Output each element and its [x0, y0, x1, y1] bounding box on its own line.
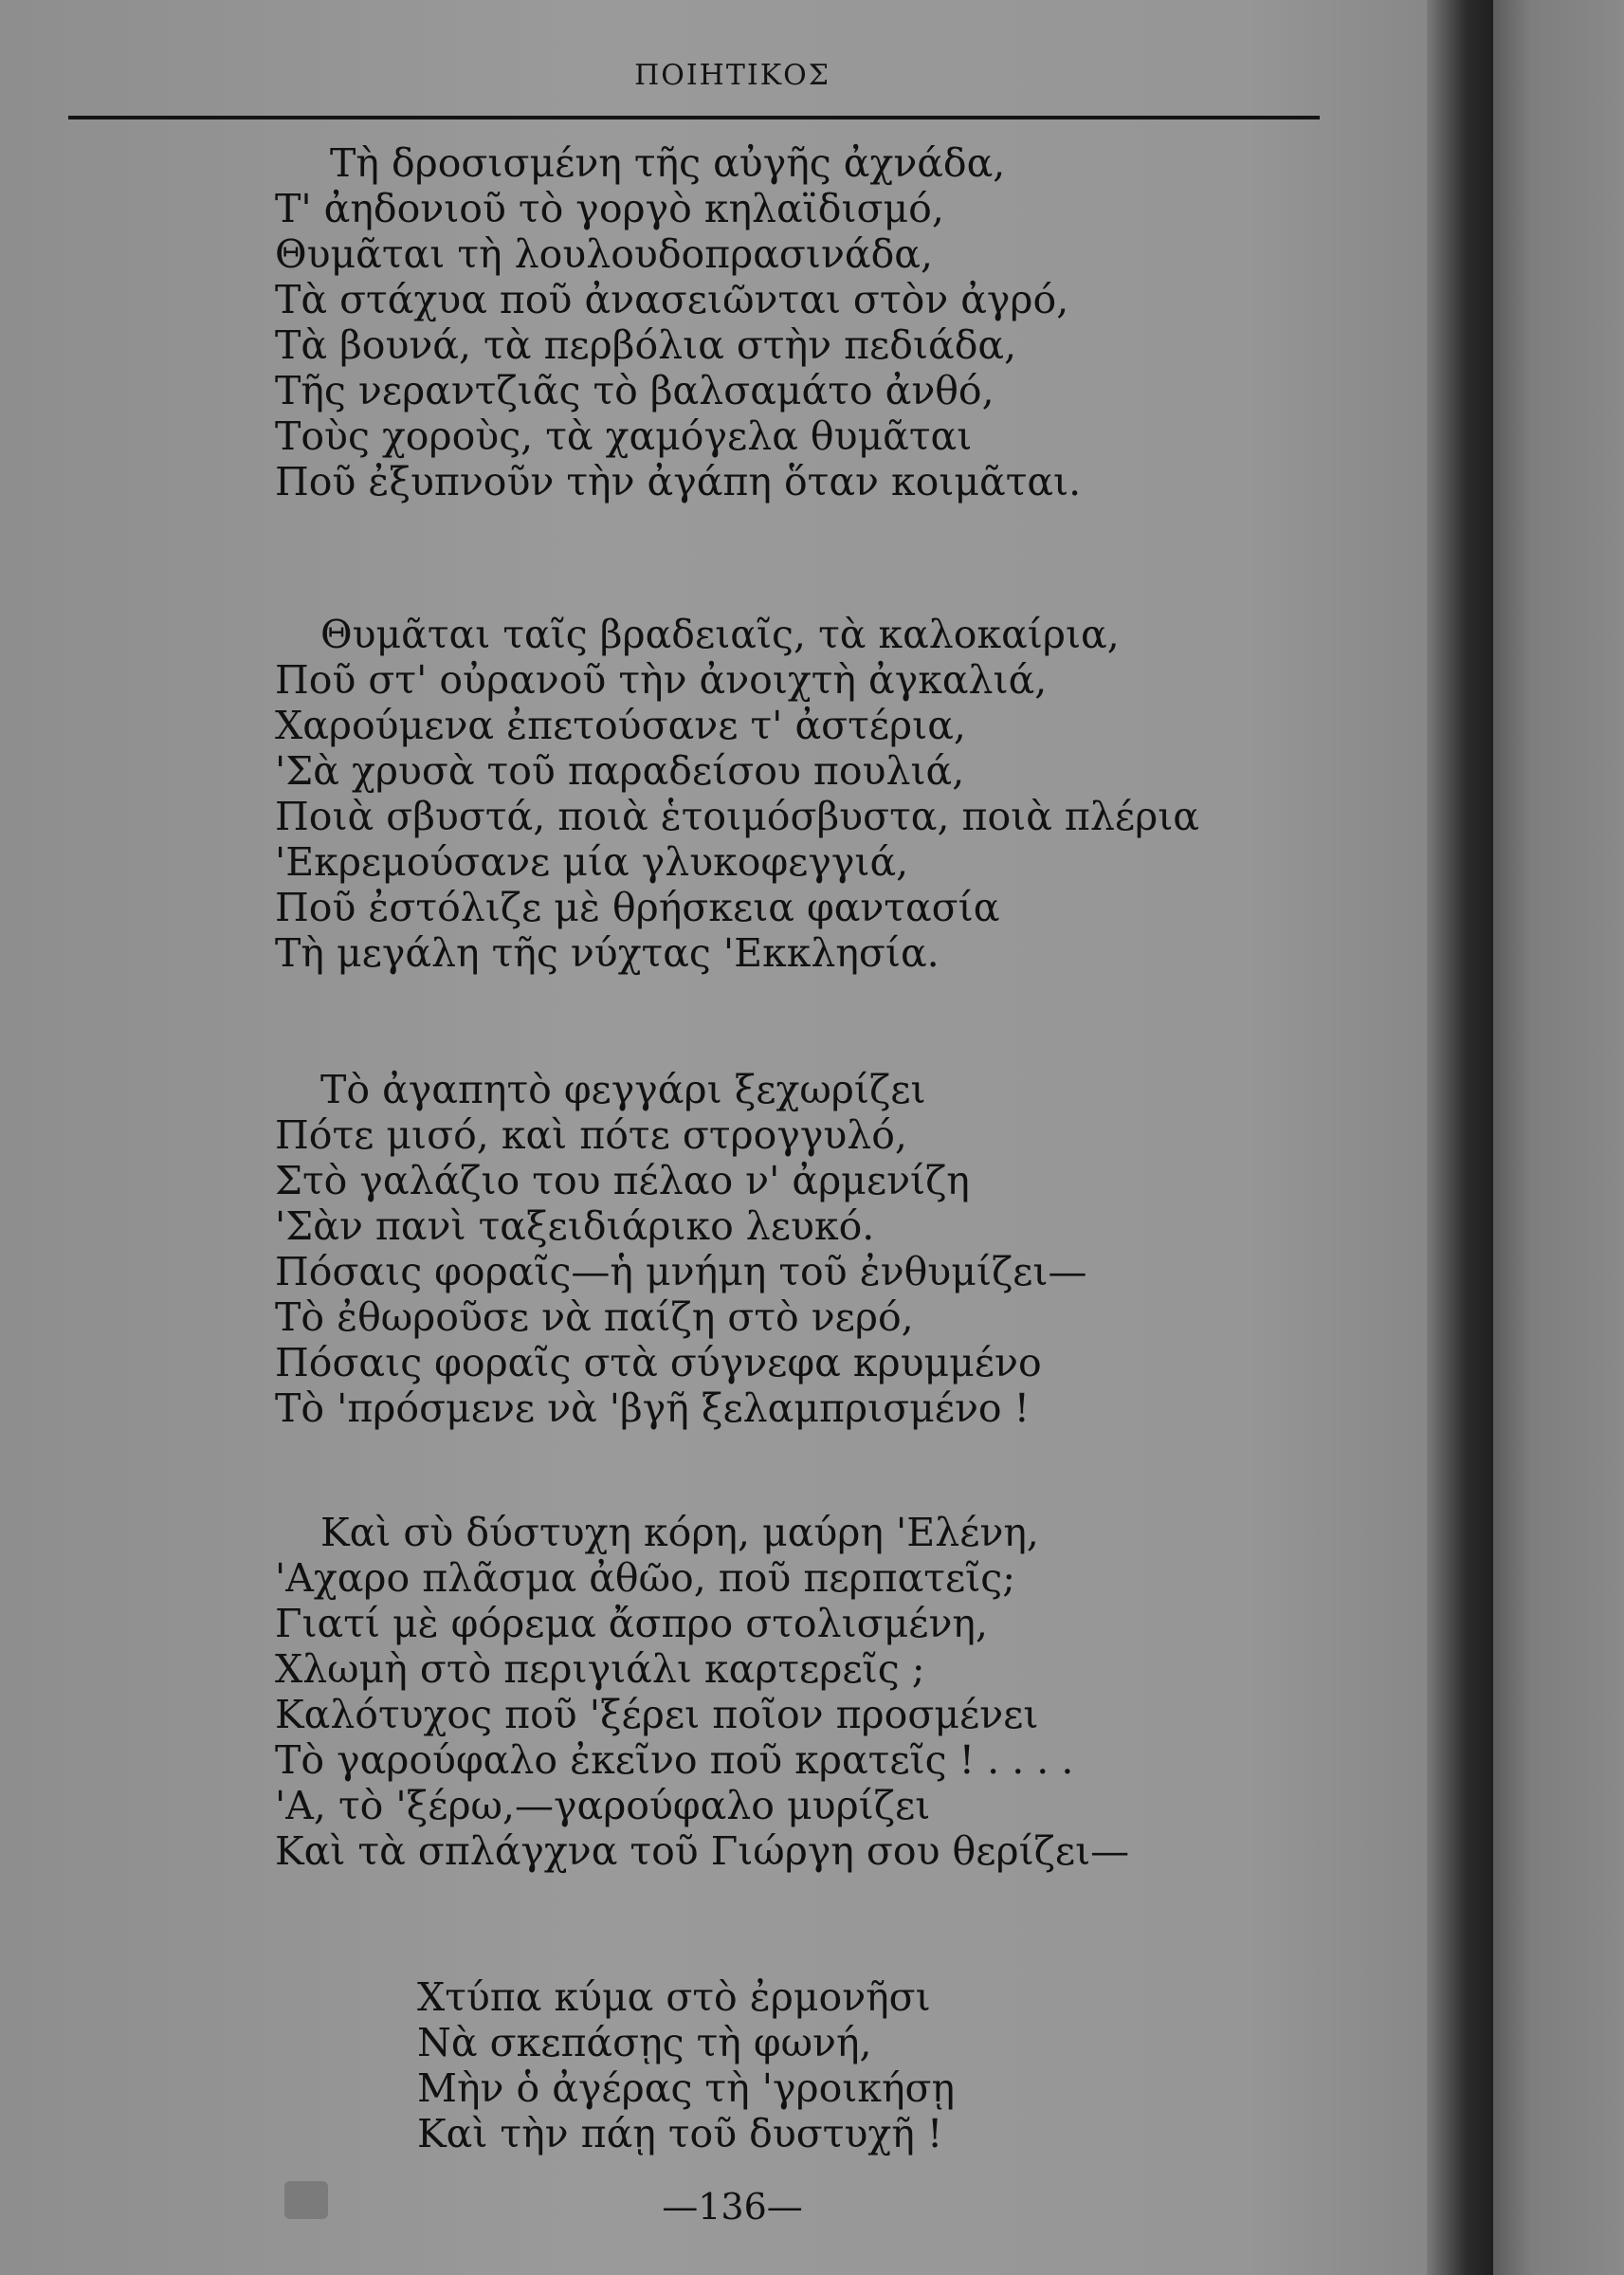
- verse-line: Καλότυχος ποῦ 'ξέρει ποῖον προσμένει: [275, 1692, 1039, 1737]
- verse-line: Ποῦ στ' οὐρανοῦ τὴν ἀνοιχτὴ ἀγκαλιά,: [275, 657, 1048, 703]
- verse-line: Πότε μισό, καὶ πότε στρογγυλό,: [275, 1112, 907, 1158]
- verse-line: 'Σὰν πανὶ ταξειδιάρικο λευκό.: [275, 1203, 875, 1249]
- verse-line: Ποῦ ἐστόλιζε μὲ θρήσκεια φαντασία: [275, 885, 1000, 930]
- verse-line: Θυμᾶται ταῖς βραδειαῖς, τὰ καλοκαίρια,: [320, 612, 1120, 657]
- stanza-3: [275, 1067, 1087, 1431]
- facing-page-edge: [1493, 0, 1624, 2275]
- stanza-2: [275, 612, 1199, 976]
- verse-line: 'Εκρεμούσανε μία γλυκοφεγγιά,: [275, 839, 909, 885]
- verse-line: Θυμᾶται τὴ λουλουδοπρασινάδα,: [275, 231, 933, 277]
- verse-line: Χαρούμενα ἐπετούσανε τ' ἀστέρια,: [275, 703, 966, 748]
- verse-line: Πόσαις φοραῖς—ἡ μνήμη τοῦ ἐνθυμίζει—: [275, 1249, 1087, 1294]
- verse-line: Μὴν ὁ ἀγέρας τὴ 'γροικήσῃ: [417, 2065, 956, 2111]
- verse-line: Τῆς νεραντζιᾶς τὸ βαλσαμάτο ἀνθό,: [275, 368, 994, 413]
- verse-line: Τὸ γαρούφαλο ἐκεῖνο ποῦ κρατεῖς ! . . . .: [275, 1737, 1074, 1783]
- header-rule: [68, 116, 1320, 119]
- verse-line: Χτύπα κύμα στὸ ἐρμονῆσι: [417, 1974, 931, 2020]
- running-title: ΠΟΙΗΤΙΚΟΣ: [634, 59, 830, 92]
- verse-line: Χλωμὴ στὸ περιγιάλι καρτερεῖς ;: [275, 1646, 925, 1692]
- verse-line: Καὶ σὺ δύστυχη κόρη, μαύρη 'Ελένη,: [320, 1510, 1039, 1555]
- verse-line: Νὰ σκεπάσῃς τὴ φωνή,: [417, 2020, 872, 2065]
- verse-line: Τὸ ἐθωροῦσε νὰ παίζη στὸ νερό,: [275, 1294, 914, 1340]
- verse-line: Τὸ 'πρόσμενε νὰ 'βγῆ ξελαμπρισμένο !: [275, 1385, 1031, 1431]
- verse-line: 'Α, τὸ 'ξέρω,—γαρούφαλο μυρίζει: [275, 1783, 931, 1828]
- verse-line: Πόσαις φοραῖς στὰ σύγνεφα κρυμμένο: [275, 1340, 1042, 1385]
- verse-line: Γιατί μὲ φόρεμα ἄσπρο στολισμένη,: [275, 1601, 989, 1646]
- verse-line: Τὸ ἀγαπητὸ φεγγάρι ξεχωρίζει: [320, 1067, 926, 1112]
- verse-line: Ποῦ ἐξυπνοῦν τὴν ἀγάπη ὅταν κοιμᾶται.: [275, 459, 1082, 505]
- verse-line: Καὶ τὴν πάῃ τοῦ δυστυχῆ !: [417, 2111, 943, 2156]
- verse-line: Τὴ μεγάλη τῆς νύχτας 'Εκκλησία.: [275, 930, 940, 976]
- page-number: —136—: [662, 2186, 803, 2228]
- verse-line: 'Αχαρο πλᾶσμα ἀθῶο, ποῦ περπατεῖς;: [275, 1555, 1016, 1601]
- verse-line: Στὸ γαλάζιο του πέλαο ν' ἀρμενίζη: [275, 1158, 970, 1203]
- stanza-5: [417, 1974, 955, 2156]
- stanza-1: [275, 140, 1081, 505]
- verse-line: Τοὺς χοροὺς, τὰ χαμόγελα θυμᾶται: [275, 413, 973, 459]
- verse-line: Καὶ τὰ σπλάγχνα τοῦ Γιώργη σου θερίζει—: [275, 1828, 1130, 1874]
- verse-line: Τὴ δροσισμένη τῆς αὐγῆς ἀχνάδα,: [330, 140, 1006, 186]
- page-gutter: [1427, 0, 1493, 2275]
- stanza-4: [275, 1510, 1129, 1874]
- verse-line: Τὰ βουνά, τὰ περβόλια στὴν πεδιάδα,: [275, 322, 1017, 368]
- verse-line: 'Σὰ χρυσὰ τοῦ παραδείσου πουλιά,: [275, 748, 965, 794]
- verse-line: Ποιὰ σβυστά, ποιὰ ἑτοιμόσβυστα, ποιὰ πλέρια: [275, 794, 1199, 839]
- verse-line: Τὰ στάχυα ποῦ ἀνασειῶνται στὸν ἀγρό,: [275, 277, 1069, 322]
- verse-line: Τ' ἀηδονιοῦ τὸ γοργὸ κηλαϊδισμό,: [275, 186, 944, 231]
